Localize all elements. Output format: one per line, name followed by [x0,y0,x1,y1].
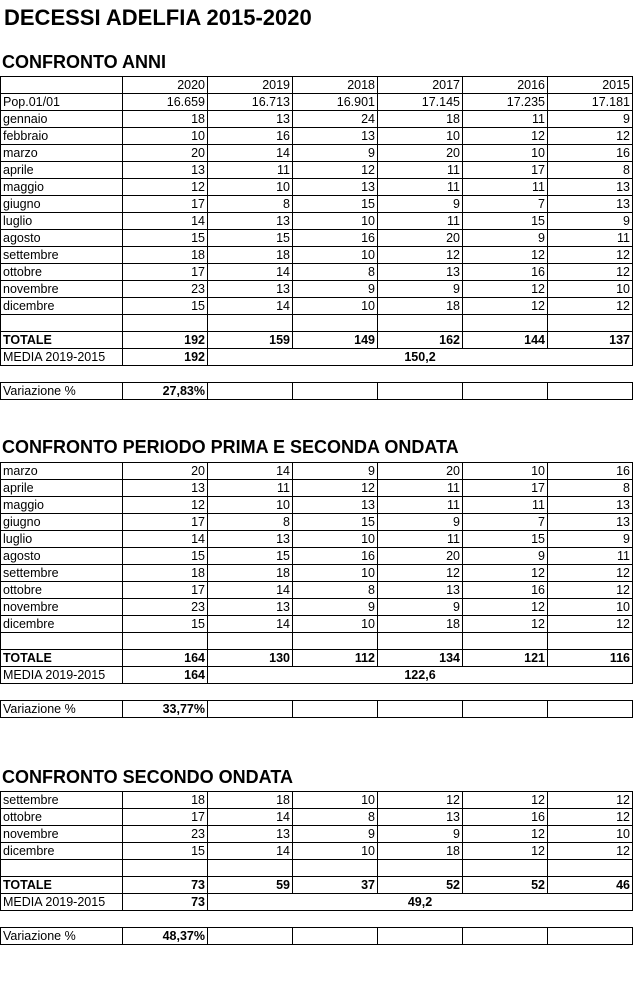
month-label: settembre [1,247,123,264]
month-label: luglio [1,531,123,548]
cell: 11 [463,111,548,128]
cell: 11 [378,497,463,514]
cell: 11 [378,480,463,497]
cell: 16 [293,548,378,565]
month-label: dicembre [1,616,123,633]
cell: 8 [208,514,293,531]
spacer-row [1,633,633,650]
gap-row [1,911,633,928]
variazione-row [1,383,633,400]
month-label: novembre [1,599,123,616]
table-row [1,514,633,531]
month-label: novembre [1,826,123,843]
table-row [1,531,633,548]
variazione-value: 33,77% [123,701,208,718]
cell: 8 [548,162,633,179]
cell: 7 [463,514,548,531]
cell: 13 [208,531,293,548]
table-row [1,792,633,809]
cell: 13 [548,514,633,531]
variazione-row [1,701,633,718]
table-row [1,548,633,565]
cell: 9 [463,548,548,565]
section-title-prima-seconda-ondata: CONFRONTO PERIODO PRIMA E SECONDA ONDATA [2,437,459,457]
cell: 17 [463,162,548,179]
table-row [1,582,633,599]
cell: 15 [293,514,378,531]
table-row [1,298,633,315]
cell: 12 [123,179,208,196]
cell: 10 [293,843,378,860]
table-row [1,128,633,145]
cell: 18 [378,616,463,633]
cell: 12 [548,247,633,264]
cell: 10 [208,497,293,514]
table-row [1,230,633,247]
variazione-row [1,928,633,945]
cell: 20 [378,463,463,480]
cell: 9 [548,111,633,128]
cell: 16.901 [293,94,378,111]
cell: 112 [293,650,378,667]
cell: 11 [548,230,633,247]
cell: 16 [463,809,548,826]
spacer-row [1,315,633,332]
cell: 116 [548,650,633,667]
cell: 46 [548,877,633,894]
row-label: Variazione % [1,383,123,400]
cell: 9 [293,281,378,298]
cell: 12 [463,843,548,860]
table-row [1,826,633,843]
table-confronto-anni [0,76,633,400]
cell: 15 [208,548,293,565]
cell: 13 [208,281,293,298]
cell: 13 [293,497,378,514]
cell: 14 [208,616,293,633]
table-row [1,145,633,162]
table-row [1,196,633,213]
cell: 12 [548,128,633,145]
cell: 16 [463,582,548,599]
table-row [1,599,633,616]
header-row [1,77,633,94]
cell: 20 [123,145,208,162]
media-average: 49,2 [208,894,633,911]
cell: 14 [123,213,208,230]
cell: 8 [293,264,378,281]
cell: 7 [463,196,548,213]
cell: 10 [378,128,463,145]
cell: 10 [293,531,378,548]
month-label: gennaio [1,111,123,128]
cell: 14 [208,809,293,826]
cell: 13 [378,264,463,281]
cell: 17 [123,264,208,281]
row-label: TOTALE [1,650,123,667]
cell: 10 [463,463,548,480]
gap-row [1,366,633,383]
cell: 23 [123,281,208,298]
table-row [1,809,633,826]
cell: 12 [463,298,548,315]
cell: 9 [548,213,633,230]
page-title: DECESSI ADELFIA 2015-2020 [4,5,312,30]
cell: 10 [548,281,633,298]
cell: 18 [123,565,208,582]
media-row [1,894,633,911]
cell: 12 [463,792,548,809]
cell: 9 [293,463,378,480]
cell: 162 [378,332,463,349]
cell: 17 [123,809,208,826]
cell: 9 [463,230,548,247]
cell: 10 [293,298,378,315]
cell: 11 [208,480,293,497]
cell: 20 [123,463,208,480]
year-header: 2017 [378,77,463,94]
cell: 73 [123,894,208,911]
month-label: febbraio [1,128,123,145]
cell: 134 [378,650,463,667]
population-row [1,94,633,111]
cell: 9 [293,826,378,843]
cell: 12 [548,843,633,860]
cell: 164 [123,650,208,667]
cell: 15 [123,843,208,860]
cell: 11 [463,497,548,514]
cell: 11 [378,179,463,196]
month-label: maggio [1,497,123,514]
cell: 10 [293,792,378,809]
cell: 11 [378,213,463,230]
cell: 17 [123,196,208,213]
month-label: novembre [1,281,123,298]
cell: 192 [123,332,208,349]
month-label: giugno [1,514,123,531]
cell: 20 [378,548,463,565]
month-label: aprile [1,480,123,497]
gap-row [1,684,633,701]
month-label: ottobre [1,582,123,599]
section-title-confronto-anni: CONFRONTO ANNI [2,52,166,72]
cell: 192 [123,349,208,366]
cell: 8 [293,582,378,599]
cell: 10 [293,565,378,582]
cell: 13 [293,179,378,196]
cell: 13 [208,213,293,230]
cell: 11 [378,531,463,548]
cell: 13 [123,162,208,179]
cell: 9 [378,599,463,616]
cell: 10 [463,145,548,162]
row-label: TOTALE [1,877,123,894]
table-row [1,843,633,860]
cell: 12 [548,792,633,809]
year-header: 2015 [548,77,633,94]
table-row [1,616,633,633]
cell: 10 [123,128,208,145]
cell: 12 [548,565,633,582]
table-row [1,179,633,196]
cell: 12 [548,298,633,315]
cell: 12 [378,792,463,809]
table-row [1,497,633,514]
row-label: Variazione % [1,928,123,945]
cell: 130 [208,650,293,667]
spacer-row [1,860,633,877]
row-label: Variazione % [1,701,123,718]
cell: 16 [463,264,548,281]
year-header: 2020 [123,77,208,94]
cell: 17 [123,582,208,599]
cell: 10 [208,179,293,196]
table-row [1,565,633,582]
cell: 144 [463,332,548,349]
table-prima-seconda-ondata [0,462,633,718]
cell: 10 [548,599,633,616]
cell: 12 [463,616,548,633]
cell: 17.145 [378,94,463,111]
table-secondo-ondata [0,791,633,945]
cell: 8 [293,809,378,826]
table-row [1,111,633,128]
cell: 18 [208,792,293,809]
row-label: Pop.01/01 [1,94,123,111]
cell: 15 [463,531,548,548]
cell: 12 [293,480,378,497]
month-label: marzo [1,463,123,480]
cell: 12 [548,616,633,633]
cell: 37 [293,877,378,894]
cell: 20 [378,230,463,247]
cell: 16 [293,230,378,247]
cell: 13 [208,111,293,128]
table-row [1,480,633,497]
month-label: settembre [1,565,123,582]
cell: 14 [208,463,293,480]
cell: 16 [208,128,293,145]
cell: 15 [463,213,548,230]
cell: 15 [123,298,208,315]
cell: 8 [548,480,633,497]
month-label: dicembre [1,298,123,315]
totale-row [1,650,633,667]
cell: 15 [123,548,208,565]
cell: 9 [378,281,463,298]
cell: 15 [123,230,208,247]
cell: 13 [378,809,463,826]
cell: 15 [123,616,208,633]
year-header: 2018 [293,77,378,94]
cell: 10 [293,213,378,230]
variazione-value: 27,83% [123,383,208,400]
cell: 18 [378,843,463,860]
cell: 12 [123,497,208,514]
month-label: giugno [1,196,123,213]
section-title-secondo-ondata: CONFRONTO SECONDO ONDATA [2,767,293,787]
row-label: MEDIA 2019-2015 [1,894,123,911]
cell: 12 [463,281,548,298]
table-row [1,247,633,264]
cell: 9 [378,826,463,843]
cell: 20 [378,145,463,162]
cell: 12 [463,826,548,843]
cell: 14 [208,145,293,162]
media-average: 122,6 [208,667,633,684]
cell: 10 [548,826,633,843]
year-header: 2016 [463,77,548,94]
cell: 12 [378,565,463,582]
cell: 9 [293,599,378,616]
cell: 10 [293,616,378,633]
cell: 9 [293,145,378,162]
cell: 12 [548,582,633,599]
table-row [1,463,633,480]
cell: 18 [123,111,208,128]
cell: 52 [463,877,548,894]
cell: 14 [208,298,293,315]
cell: 17 [463,480,548,497]
cell: 11 [548,548,633,565]
cell: 149 [293,332,378,349]
row-label: MEDIA 2019-2015 [1,667,123,684]
cell: 15 [208,230,293,247]
table-row [1,264,633,281]
month-label: agosto [1,548,123,565]
cell: 18 [378,111,463,128]
cell: 15 [293,196,378,213]
cell: 59 [208,877,293,894]
month-label: dicembre [1,843,123,860]
cell: 23 [123,599,208,616]
cell: 14 [208,582,293,599]
cell: 17.235 [463,94,548,111]
month-label: settembre [1,792,123,809]
media-row [1,349,633,366]
cell: 23 [123,826,208,843]
cell: 9 [548,531,633,548]
cell: 16.713 [208,94,293,111]
cell: 9 [378,514,463,531]
cell: 17.181 [548,94,633,111]
cell: 121 [463,650,548,667]
month-label: ottobre [1,264,123,281]
cell: 11 [463,179,548,196]
cell: 17 [123,514,208,531]
month-label: luglio [1,213,123,230]
variazione-value: 48,37% [123,928,208,945]
totale-row [1,877,633,894]
row-label: TOTALE [1,332,123,349]
cell: 14 [208,843,293,860]
month-label: ottobre [1,809,123,826]
header-empty [1,77,123,94]
cell: 12 [463,565,548,582]
cell: 13 [548,196,633,213]
month-label: marzo [1,145,123,162]
cell: 11 [378,162,463,179]
cell: 13 [123,480,208,497]
cell: 18 [378,298,463,315]
cell: 159 [208,332,293,349]
cell: 164 [123,667,208,684]
cell: 12 [463,247,548,264]
cell: 137 [548,332,633,349]
cell: 18 [208,247,293,264]
month-label: aprile [1,162,123,179]
cell: 73 [123,877,208,894]
cell: 12 [293,162,378,179]
month-label: agosto [1,230,123,247]
cell: 9 [378,196,463,213]
year-header: 2019 [208,77,293,94]
cell: 16 [548,145,633,162]
totale-row [1,332,633,349]
cell: 13 [208,826,293,843]
cell: 8 [208,196,293,213]
cell: 13 [378,582,463,599]
cell: 16 [548,463,633,480]
cell: 12 [548,809,633,826]
cell: 18 [208,565,293,582]
table-row [1,162,633,179]
cell: 12 [378,247,463,264]
cell: 16.659 [123,94,208,111]
cell: 14 [123,531,208,548]
cell: 13 [208,599,293,616]
cell: 14 [208,264,293,281]
cell: 10 [293,247,378,264]
cell: 13 [548,179,633,196]
cell: 18 [123,247,208,264]
cell: 12 [463,599,548,616]
media-row [1,667,633,684]
cell: 13 [548,497,633,514]
cell: 18 [123,792,208,809]
table-row [1,281,633,298]
cell: 12 [463,128,548,145]
cell: 13 [293,128,378,145]
cell: 12 [548,264,633,281]
cell: 11 [208,162,293,179]
cell: 24 [293,111,378,128]
cell: 52 [378,877,463,894]
month-label: maggio [1,179,123,196]
row-label: MEDIA 2019-2015 [1,349,123,366]
media-average: 150,2 [208,349,633,366]
table-row [1,213,633,230]
